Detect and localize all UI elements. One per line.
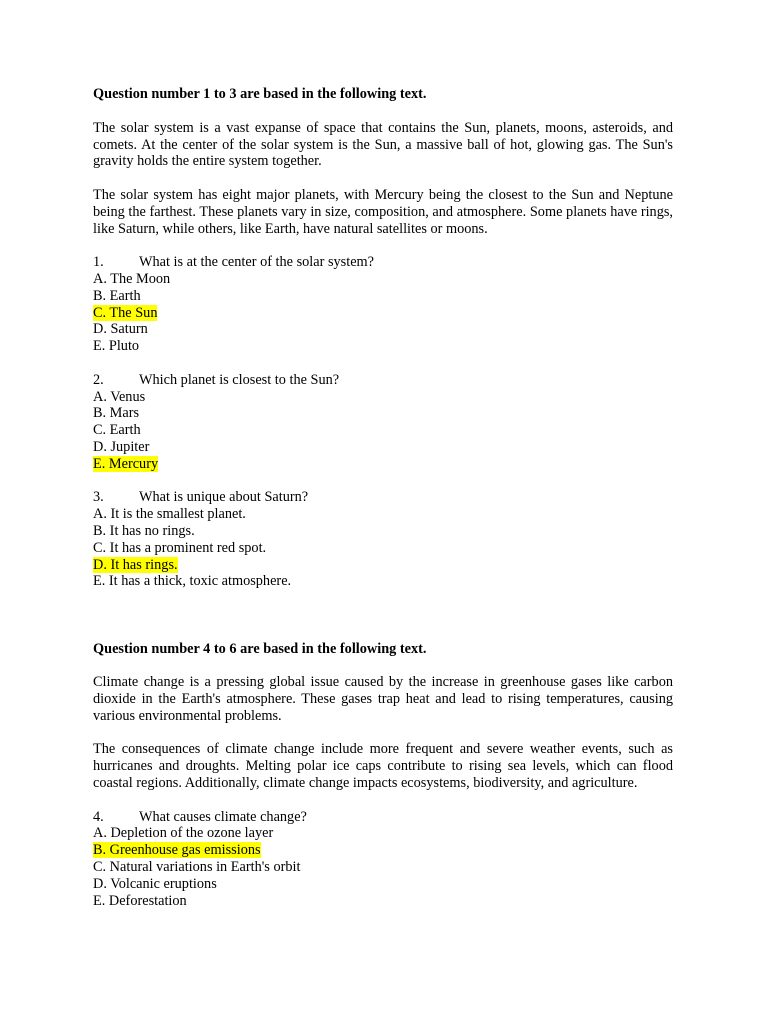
question-number: 1. xyxy=(93,254,104,271)
option-text: C. Earth xyxy=(93,422,141,439)
passage-paragraph: Climate change is a pressing global issue caused by the increase in greenhouse gases like carbon dioxide in the Earth's atmosphere. These gases trap heat and lead to rising temperatures, causing various environmental problems. xyxy=(93,674,673,724)
question-number: 2. xyxy=(93,371,104,388)
question-stem xyxy=(93,489,673,506)
answer-option xyxy=(93,422,673,439)
option-text: B. Mars xyxy=(93,405,140,422)
answer-option xyxy=(93,893,673,910)
question-block xyxy=(93,372,673,473)
option-text: D. Saturn xyxy=(93,321,148,338)
answer-option xyxy=(93,405,673,422)
answer-option-highlighted xyxy=(93,842,673,859)
answer-option xyxy=(93,439,673,456)
answer-option xyxy=(93,876,673,893)
option-text: A. Depletion of the ozone layer xyxy=(93,825,274,842)
option-text: D. Volcanic eruptions xyxy=(93,875,217,892)
option-text: C. It has a prominent red spot. xyxy=(93,539,267,556)
question-block xyxy=(93,809,673,910)
answer-option-highlighted xyxy=(93,557,673,574)
option-text: B. It has no rings. xyxy=(93,522,195,539)
question-number: 3. xyxy=(93,489,104,506)
answer-option xyxy=(93,859,673,876)
option-text: B. Earth xyxy=(93,287,141,304)
section-2 xyxy=(93,641,673,910)
section-1 xyxy=(93,86,673,590)
option-text: A. It is the smallest planet. xyxy=(93,506,246,523)
document-page xyxy=(93,86,673,909)
option-text: A. Venus xyxy=(93,388,146,405)
option-text: E. Pluto xyxy=(93,338,140,355)
answer-option xyxy=(93,573,673,590)
answer-option xyxy=(93,389,673,406)
option-text: D. Jupiter xyxy=(93,438,150,455)
question-stem xyxy=(93,372,673,389)
option-text: E. Deforestation xyxy=(93,892,187,909)
section-heading: Question number 4 to 6 are based in the following text. xyxy=(93,640,427,657)
answer-option-highlighted xyxy=(93,305,673,322)
passage-paragraph: The solar system is a vast expanse of space that contains the Sun, planets, moons, asteroids, and comets. At the center of the solar system is the Sun, a massive ball of hot, glowing gas. The Sun's gravity holds the entire system together. xyxy=(93,119,673,170)
question-text: What causes climate change? xyxy=(139,808,307,825)
passage-paragraph: The solar system has eight major planets, with Mercury being the closest to the Sun and Neptune being the farthest. These planets vary in size, composition, and atmosphere. Some planets have rings, like Saturn, while others, like Earth, have natural satellites or moons. xyxy=(93,186,673,237)
answer-option xyxy=(93,338,673,355)
question-block xyxy=(93,489,673,590)
question-block xyxy=(93,254,673,355)
question-text: Which planet is closest to the Sun? xyxy=(139,371,340,388)
passage-paragraph: The consequences of climate change include more frequent and severe weather events, such as hurricanes and droughts. Melting polar ice caps contribute to rising sea levels, which can flood coastal regions. Additionally, climate change impacts ecosystems, biodiversity, and agriculture. xyxy=(93,741,673,792)
option-text: B. Greenhouse gas emissions xyxy=(93,842,261,859)
option-text: A. The Moon xyxy=(93,270,171,287)
answer-option xyxy=(93,271,673,288)
option-text: C. The Sun xyxy=(93,304,158,321)
section-heading: Question number 1 to 3 are based in the following text. xyxy=(93,86,427,102)
answer-option xyxy=(93,288,673,305)
option-text: D. It has rings. xyxy=(93,556,178,573)
question-stem xyxy=(93,254,673,271)
question-number: 4. xyxy=(93,808,104,825)
option-text: E. It has a thick, toxic atmosphere. xyxy=(93,573,292,590)
answer-option xyxy=(93,321,673,338)
answer-option xyxy=(93,540,673,557)
answer-option xyxy=(93,523,673,540)
option-text: C. Natural variations in Earth's orbit xyxy=(93,859,301,876)
question-text: What is at the center of the solar system? xyxy=(139,254,375,271)
option-text: E. Mercury xyxy=(93,455,159,472)
question-stem xyxy=(93,809,673,826)
question-text: What is unique about Saturn? xyxy=(139,489,309,506)
answer-option xyxy=(93,506,673,523)
answer-option xyxy=(93,825,673,842)
answer-option-highlighted xyxy=(93,456,673,473)
